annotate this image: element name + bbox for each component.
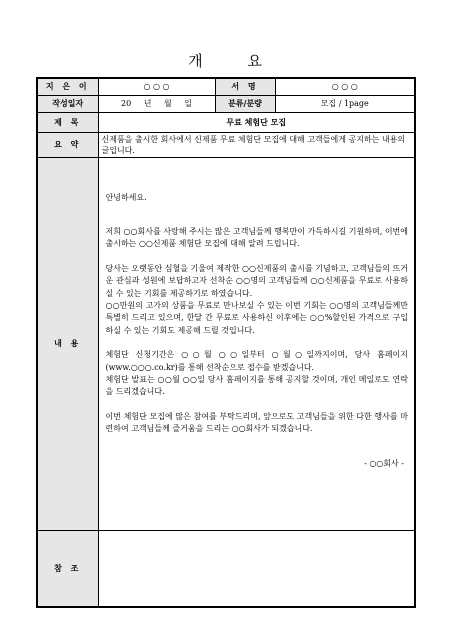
content-paragraph: 체험단 발표는 ○○월 ○○일 당사 홈페이지를 통해 공지할 것이며, 개인 메일로도 연락을 드리겠습니다.: [105, 374, 408, 397]
category-value: 모집 / 1page: [275, 95, 415, 112]
author-value: ○ ○ ○: [98, 78, 215, 95]
content-paragraph: 당사는 오랫동안 심혈을 기울여 제작한 ○○신제품의 출시를 기념하고, 고객님들의 뜨거운 관심과 성원에 보답하고자 선착순 ○○명의 고객님들께 ○○신제품을 무료로 사용하실 수 있는 기회를 제공하기로 하였습니다.: [105, 263, 408, 298]
date-value: 20 년 월 일: [98, 95, 215, 112]
content-paragraph: ○○만원의 고가의 상품을 무료로 만나보실 수 있는 이번 기회는 ○○명의 고객님들께만 특별히 드리고 있으며, 한달 간 무료로 사용하신 이후에는 ○○%할인된 가격으로 구입하실 수 있는 기회도 제공해 드릴 것입니다.: [105, 300, 408, 335]
summary-label: 요 약: [37, 132, 98, 157]
content-body: [98, 157, 415, 530]
reference-label: 참 조: [37, 530, 98, 607]
content-greeting: 안녕하세요.: [105, 192, 147, 202]
author-label: 지 은 이: [37, 78, 98, 95]
summary-value: 신제품을 출시한 회사에서 신제품 무료 체험단 모집에 대해 고객들에게 공지하는 내용의 글입니다.: [98, 132, 415, 157]
content-paragraph: 체험단 신청기간은 ○○월 ○○일부터 ○월○일까지이며, 당사 홈페이지(www.○○○.co.kr)를 통해 선착순으로 접수를 받겠습니다.: [105, 350, 408, 372]
subject-value: 무료 체험단 모집: [98, 112, 415, 132]
content-signoff: - ○○회사 -: [364, 458, 404, 468]
content-paragraph: 저희 ○○회사를 사랑해 주시는 많은 고객님들께 행복만이 가득하시길 기원하며, 이번에 출시하는 ○○신제품 체험단 모집에 대해 알려 드립니다.: [105, 226, 408, 249]
signature-value: ○ ○ ○: [275, 78, 415, 95]
reference-value: [98, 530, 415, 607]
document-form: [36, 77, 416, 608]
page-title: 개 요: [188, 52, 282, 70]
category-label: 분류/분량: [215, 95, 275, 112]
date-label: 작성일자: [37, 95, 98, 112]
content-label: 내 용: [37, 157, 98, 530]
subject-label: 제 목: [37, 112, 98, 132]
signature-label: 서 명: [215, 78, 275, 95]
content-paragraph: 이번 체험단 모집에 많은 참여를 부탁드리며, 앞으로도 고객님들을 위한 다한 행사를 마련하여 고객님들께 즐거움을 드리는 ○○회사가 되겠습니다.: [105, 411, 408, 434]
